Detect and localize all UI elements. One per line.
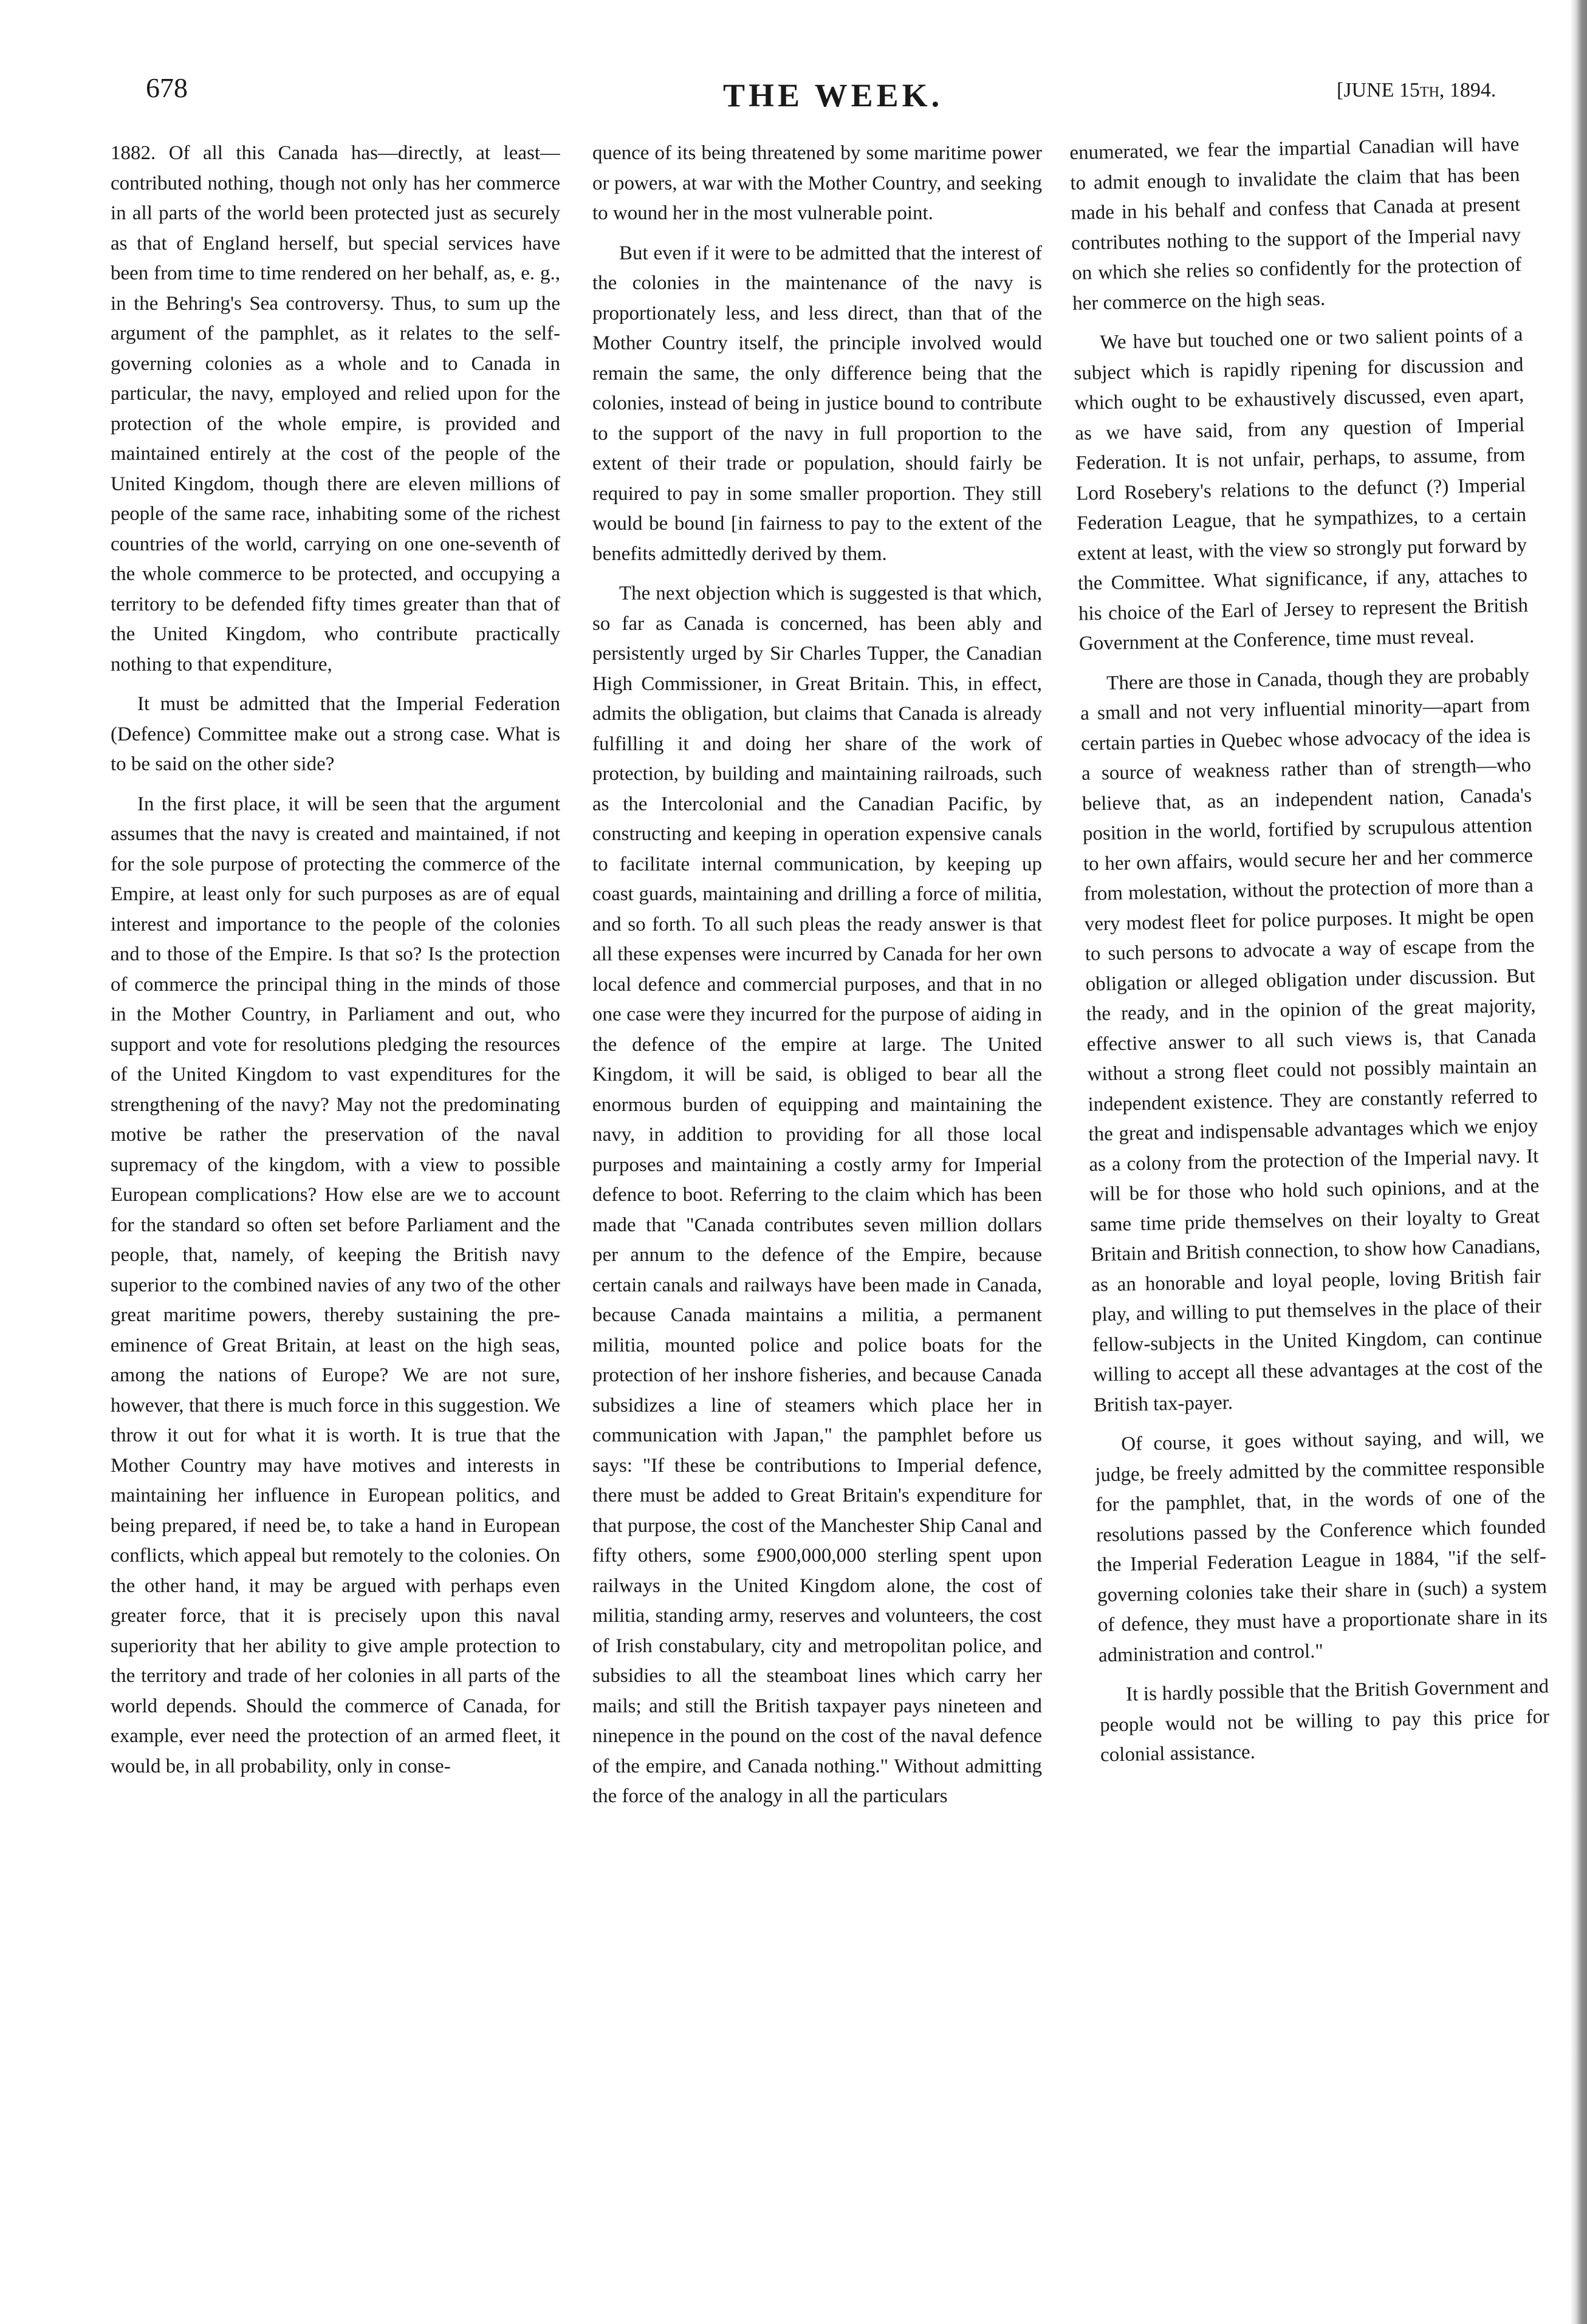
paragraph: The next objection which is suggested is that which, so far as Canada is concerned, has been ably and persistently urged by Sir Charles Tupper, the Canadian High Commissioner, in Great Britain. This, in effect, admits the obligation, but claims that Canada is already fulfilling it and doing her share of the work of protection, by building and maintaining railroads, such as the Intercolonial and the Canadian Pacific, by constructing and keeping in operation expensive canals to facilitate internal communication, by keeping up coast guards, maintaining and drilling a force of militia, and so forth. To all such pleas the ready answer is that all these expenses were incurred by Canada for her own local defence and commercial purposes, and that in no one case were they incurred for the purpose of aiding in the defence of the empire at large. The United Kingdom, it will be said, is obliged to bear all the enormous burden of equipping and maintaining the navy, in addition to providing for all those local purposes and maintaining a costly army for Imperial defence to boot. Referring to the claim which has been made that "Canada contributes seven million dollars per annum to the defence of the Empire, because certain canals and railways have been made in Canada, because Canada maintains a militia, a permanent militia, mounted police and police boats for the protection of her inshore fisheries, and because Canada subsidizes a line of steamers which place her in communication with Japan," the pamphlet before us says: "If these be contributions to Imperial defence, there must be added to Great Britain's expenditure for that purpose, the cost of the Manchester Ship Canal and fifty others, some £900,000,000 sterling spent upon railways in the United Kingdom alone, the cost of militia, standing army, reserves and volunteers, the cost of Irish constabulary, city and metropolitan police, and subsidies to all the steamboat lines which carry her mails; and still the British taxpayer pays nineteen and ninepence in the pound on the cost of the naval defence of the empire, and Canada nothing." Without admitting the force of the analogy in all the particulars [592, 583, 1042, 1807]
masthead-title: THE WEEK. [723, 77, 944, 114]
paragraph: But even if it were to be admitted that the interest of the colonies in the maintenance of the navy is proportionately less, and less direct, than that of the Mother Country itself, the principle involved would remain the same, the only difference being that the colonies, instead of being in justice bound to contribute to the support of the navy in full proportion to the extent of their trade or population, should fairly be required to pay in some smaller proportion. They still would be bound [in fairness to pay to the extent of the benefits admittedly derived by them. [592, 242, 1042, 565]
issue-date: [JUNE 15th, 1894. [1337, 79, 1496, 101]
page-header [0, 72, 1587, 120]
paragraph: There are those in Canada, though they are probably a small and not very influential minority—apart from certain parties in Quebec whose advocacy of the idea is a source of weakness rather than of strength—who believe that, as an independent nation, Canada's position in the world, fortified by scrupulous attention to her own affairs, would secure her and her commerce from molestation, without the protection of more than a very modest fleet for police purposes. It might be open to such persons to advocate a way of escape from the obligation or alleged obligation under discussion. But the ready, and in the opinion of the great majority, effective answer to all such views is, that Canada without a strong fleet could not possibly maintain an independent existence. They are constantly referred to the great and indispensable advantages which we enjoy as a colony from the protection of the Imperial navy. It will be for those who hold such opinions, and at the same time pride themselves on their loyalty to Great Britain and British connection, to show how Canadians, as an honorable and loyal people, loving British fair play, and willing to put themselves in the place of their fellow-subjects in the United Kingdom, can continue willing to accept all these advantages at the cost of the British tax-payer. [1080, 664, 1543, 1417]
page-number: 678 [146, 72, 188, 103]
paragraph: Of course, it goes without saying, and will, we judge, be freely admitted by the committee responsible for the pamphlet, that, in the words of one of the resolutions passed by the Conference which founded the Imperial Federation League in 1884, "if the self-governing colonies take their share in (such) a system of defence, they must have a proportionate share in its administration and control." [1094, 1425, 1548, 1667]
paragraph: quence of its being threatened by some maritime power or powers, at war with the Mother Country, and seeking to wound her in the most vulnerable point. [592, 142, 1042, 224]
paragraph: In the first place, it will be seen that the argument assumes that the navy is created and maintained, if not for the sole purpose of protecting the commerce of the Empire, at least only for such purposes as are of equal interest and importance to the people of the colonies and to those of the Empire. Is that so? Is the protection of commerce the principal thing in the minds of those in the Mother Country, in Parliament and out, who support and vote for resolutions pledging the resources of the United Kingdom to vast expenditures for the strengthening of the navy? May not the predominating motive be rather the preservation of the naval supremacy of the kingdom, with a view to possible European complications? How else are we to account for the standard so often set before Parliament and the people, that, namely, of keeping the British navy superior to the combined navies of any two of the other great maritime powers, thereby sustaining the pre-eminence of Great Britain, at least on the high seas, among the nations of Europe? We are not sure, however, that there is much force in this suggestion. We throw it out for what it is worth. It is true that the Mother Country may have motives and interests in maintaining her influence in European politics, and being prepared, if need be, to take a hand in European conflicts, which appeal but remotely to the colonies. On the other hand, it may be argued with perhaps even greater force, that it is precisely upon this naval superiority that her ability to give ample protection to the territory and trade of her colonies in all parts of the world depends. Should the commerce of Canada, for example, ever need the protection of an armed fleet, it would be, in all probability, only in conse- [111, 793, 560, 1777]
paragraph: enumerated, we fear the impartial Canadian will have to admit enough to invalidate the claim that has been made in his behalf and confess that Canada at present contributes nothing to the support of the Imperial navy on which she relies so confidently for the protection of her commerce on the high seas. [1069, 133, 1522, 315]
scan-edge-shadow [1570, 0, 1587, 2324]
article-column-3 [1069, 130, 1560, 2301]
paragraph: It must be admitted that the Imperial Federation (Defence) Committee make out a strong case. What is to be said on the other side? [111, 693, 560, 775]
paragraph: It is hardly possible that the British Government and people would not be willing to pay this price for colonial assistance. [1099, 1675, 1550, 1766]
paragraph: We have but touched one or two salient points of a subject which is rapidly ripening for discussion and which ought to be exhaustively discussed, even apart, as we have said, from any question of Imperial Federation. It is not unfair, perhaps, to assume, from Lord Rosebery's relations to the defunct (?) Imperial Federation League, that he sympathizes, to a certain extent at least, with the view so strongly put forward by the Committee. What significance, if any, attaches to his choice of the Earl of Jersey to represent the British Government at the Conference, time must reveal. [1074, 323, 1529, 655]
paragraph: 1882. Of all this Canada has—directly, at least—contributed nothing, though not only has her commerce in all parts of the world been protected just as securely as that of England herself, but special services have been from time to time rendered on her behalf, as, e. g., in the Behring's Sea controversy. Thus, to sum up the argument of the pamphlet, as it relates to the self-governing colonies as a whole and to Canada in particular, the navy, employed and relied upon for the protection of the whole empire, is provided and maintained entirely at the cost of the people of the United Kingdom, though there are eleven millions of people of the same race, inhabiting some of the richest countries of the world, carrying on one one-seventh of the whole commerce to be protected, and occupying a territory to be defended fifty times greater than that of the United Kingdom, who contribute practically nothing to that expenditure, [111, 142, 560, 675]
article-column-2 [592, 138, 1042, 2301]
article-column-1 [111, 138, 560, 2301]
